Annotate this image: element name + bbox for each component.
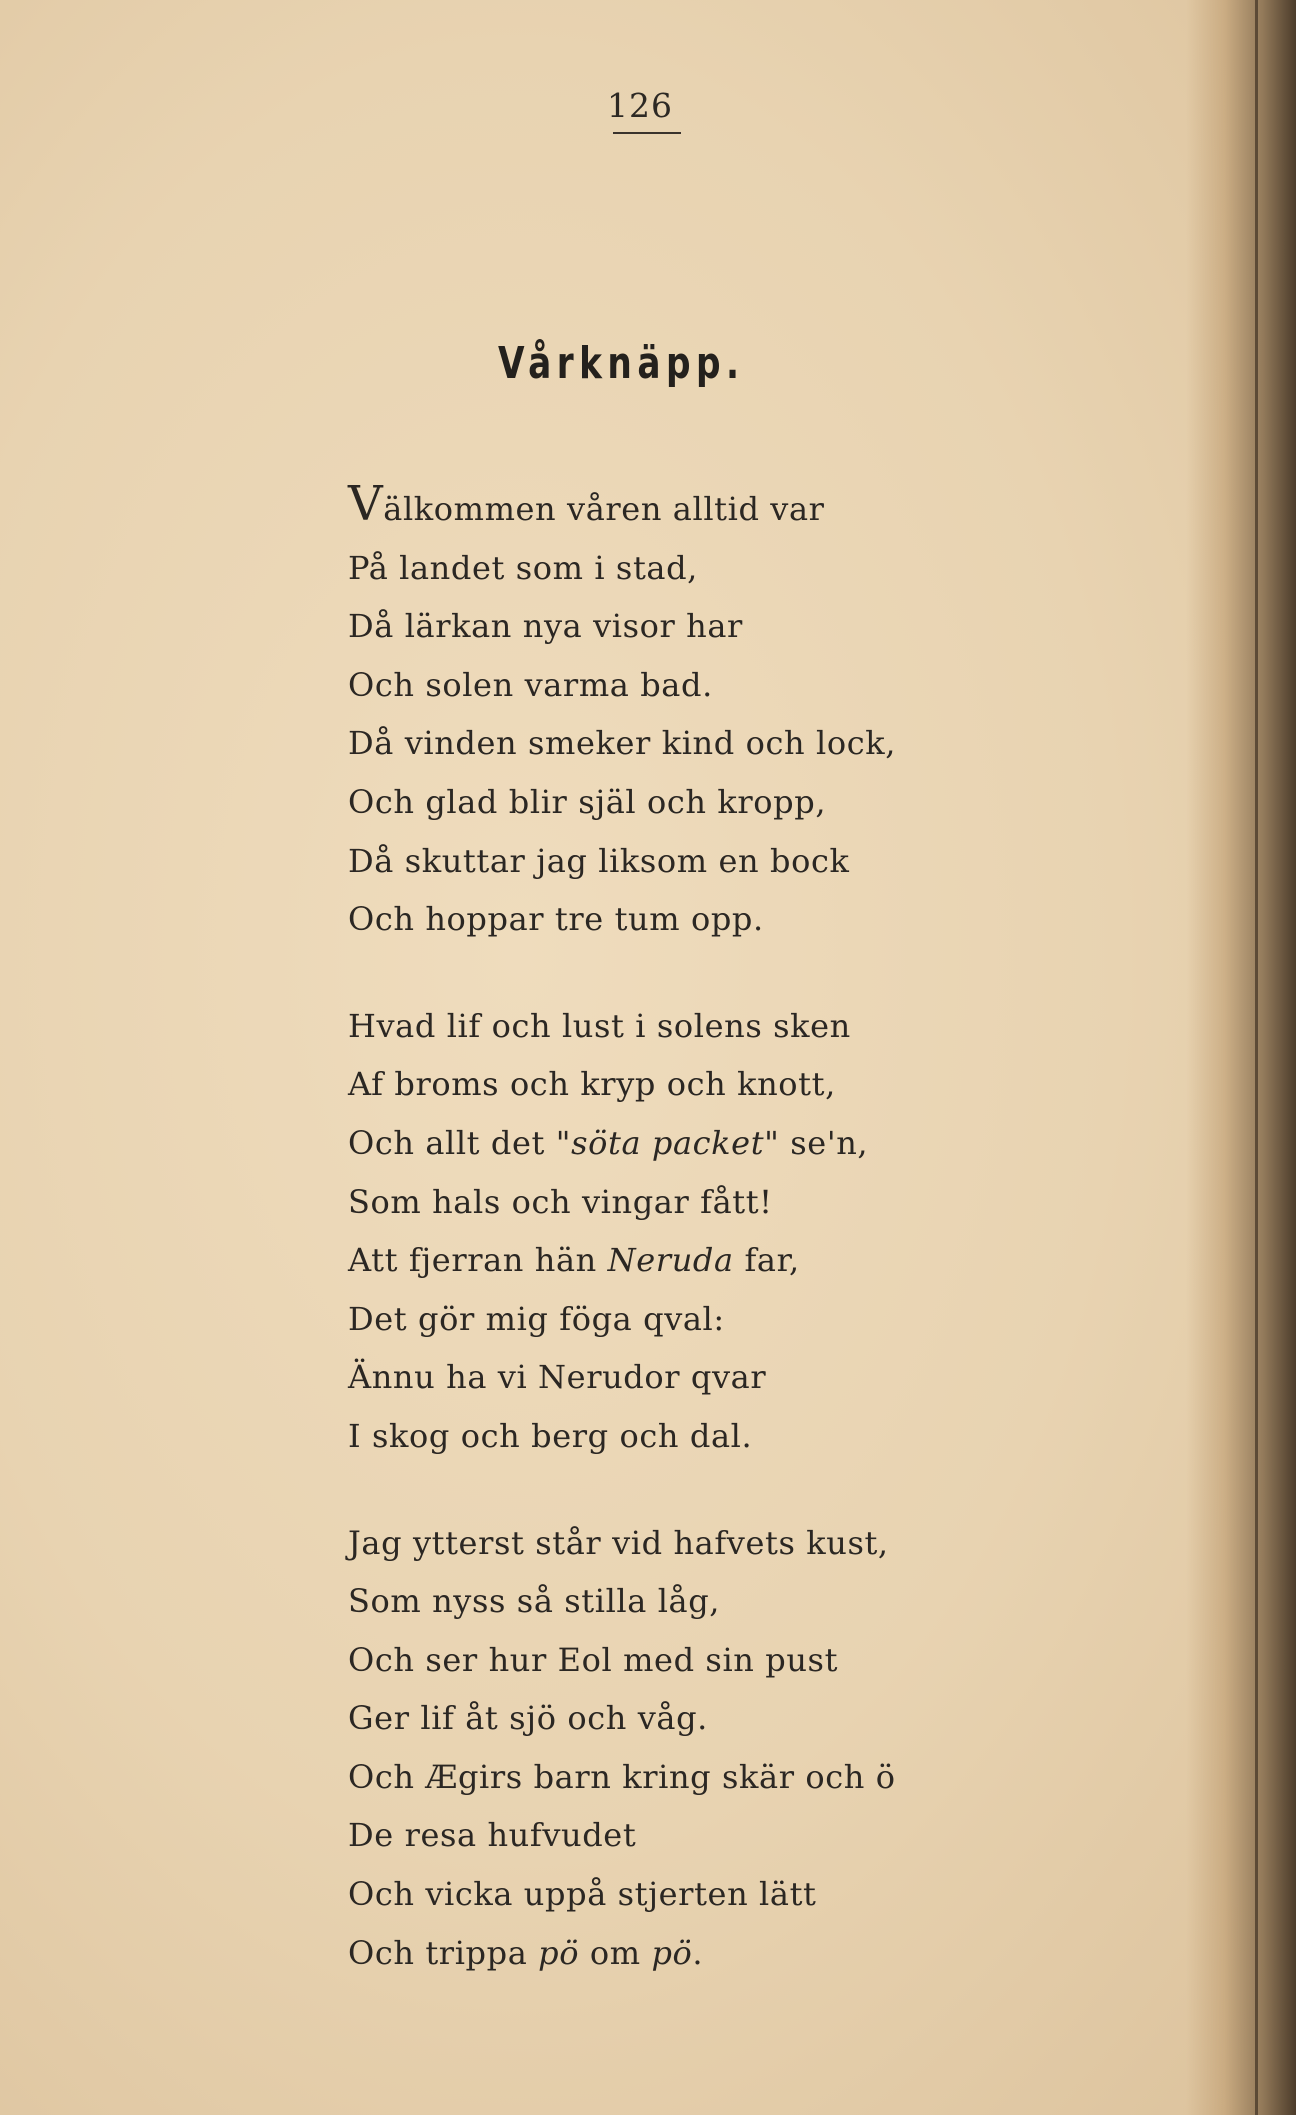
stanza-3	[348, 1514, 968, 1983]
poem-line: De resa hufvudet	[348, 1816, 637, 1855]
line-text: " se'n,	[764, 1123, 869, 1162]
poem-line: Och solen varma bad.	[348, 665, 713, 704]
poem-line: Då lärkan nya visor har	[348, 607, 743, 646]
poem-line: Och Ægirs barn kring skär och ö	[348, 1757, 896, 1796]
poem-line: Som nyss så stilla låg,	[348, 1582, 721, 1621]
poem-line: Hvad lif och lust i solens sken	[348, 1006, 851, 1045]
line-text: om	[579, 1933, 652, 1972]
poem-line: På landet som i stad,	[348, 548, 698, 587]
poem-line: Då vinden smeker kind och lock,	[348, 724, 896, 763]
line-text: far,	[733, 1241, 800, 1280]
line-text: .	[692, 1933, 704, 1972]
poem-line: Det gör mig föga qval:	[348, 1299, 725, 1338]
drop-initial: V	[348, 476, 384, 532]
binding-edge	[1255, 0, 1258, 2115]
binding-gutter	[1186, 0, 1296, 2115]
line-text: älkommen våren alltid var	[383, 490, 825, 528]
stanza-1	[348, 476, 968, 949]
poem-line	[348, 1114, 968, 1173]
poem-line: Och ser hur Eol med sin pust	[348, 1640, 839, 1679]
poem-line: I skog och berg och dal.	[348, 1416, 753, 1455]
line-text: Och allt det "	[348, 1123, 572, 1162]
poem-line: Ger lif åt sjö och våg.	[348, 1699, 708, 1738]
stanza-gap	[348, 1466, 968, 1514]
poem-line: Då skuttar jag liksom en bock	[348, 841, 850, 880]
poem-line	[348, 1924, 968, 1983]
line-text: Och trippa	[348, 1933, 539, 1972]
poem-line: Och glad blir själ och kropp,	[348, 782, 827, 821]
poem-line	[348, 1231, 968, 1290]
poem-line	[348, 476, 968, 539]
poem-title: Vårknäpp.	[498, 338, 745, 389]
poem-line: Af broms och kryp och knott,	[348, 1065, 836, 1104]
stanza-2	[348, 997, 968, 1466]
poem-body	[348, 476, 968, 1982]
italic-text: Neruda	[607, 1241, 734, 1280]
poem-line: Ännu ha vi Nerudor qvar	[348, 1358, 767, 1397]
italic-text: pö	[538, 1933, 580, 1972]
stanza-gap	[348, 949, 968, 997]
page-number: 126	[607, 86, 673, 125]
poem-line: Och hoppar tre tum opp.	[348, 900, 764, 939]
poem-line: Och vicka uppå stjerten lätt	[348, 1875, 817, 1914]
italic-text: pö	[651, 1933, 693, 1972]
line-text: Att fjerran hän	[348, 1241, 608, 1280]
poem-line: Som hals och vingar fått!	[348, 1182, 773, 1221]
page-number-rule	[613, 132, 681, 134]
italic-text: söta packet	[571, 1123, 765, 1162]
poem-line: Jag ytterst står vid hafvets kust,	[348, 1523, 889, 1562]
